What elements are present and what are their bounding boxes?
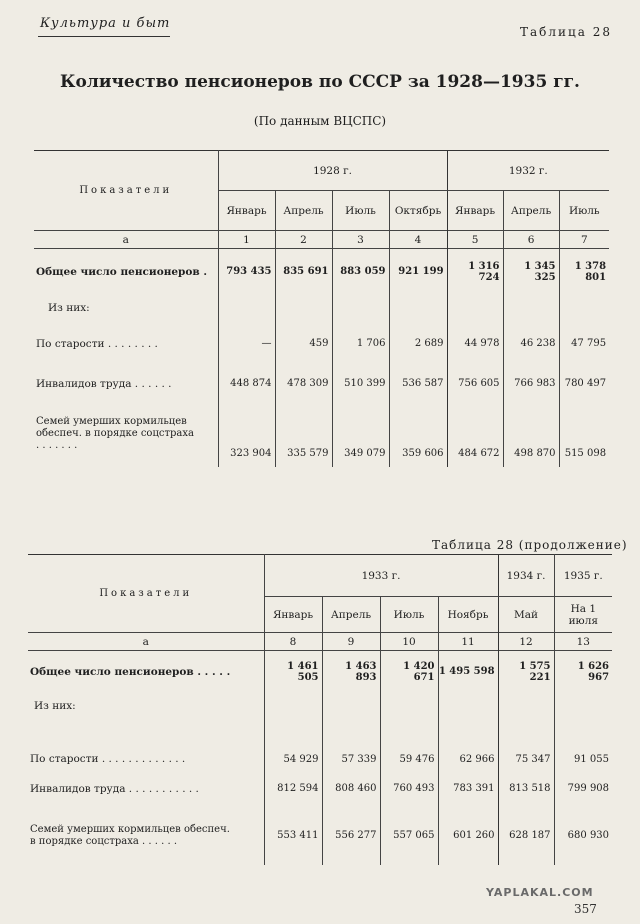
table-continuation-caption: Таблица 28 (продолжение) — [432, 538, 628, 552]
column-number: 2 — [275, 231, 332, 249]
group-header-1933: 1933 г. — [264, 555, 498, 597]
cell-value: 921 199 — [389, 249, 447, 295]
cell-value: 459 — [275, 321, 332, 367]
cell-value: 680 930 — [567, 830, 610, 841]
row-label: По старости . . . . . . . . — [34, 321, 218, 367]
month-header: Январь — [264, 597, 322, 633]
row-label: По старости . . . . . . . . . . . . . — [28, 719, 264, 771]
column-number: 5 — [447, 231, 503, 249]
column-number: 9 — [322, 633, 380, 651]
group-header-1928: 1928 г. — [218, 151, 447, 191]
row-label: Инвалидов труда . . . . . . — [34, 367, 218, 401]
month-header: Октябрь — [389, 191, 447, 231]
column-number: а — [34, 231, 218, 249]
cell-value: 46 238 — [503, 321, 559, 367]
cell-value: 57 339 — [322, 719, 380, 771]
cell-value: 1 495 598 — [438, 651, 498, 693]
cell-value: 601 260 — [438, 807, 498, 865]
cell-value: 484 672 — [447, 401, 503, 467]
month-header: Апрель — [322, 597, 380, 633]
row-label: Инвалидов труда . . . . . . . . . . . — [28, 771, 264, 807]
cell-value: 515 098 — [564, 447, 607, 459]
site-watermark: YAPLAKAL.COM — [486, 886, 594, 899]
table-row — [34, 321, 609, 367]
row-label: Из них: — [34, 295, 218, 321]
column-number: 7 — [580, 233, 588, 246]
cell-value: 62 966 — [438, 719, 498, 771]
cell-value: 2 689 — [389, 321, 447, 367]
cell-value: 510 399 — [332, 367, 389, 401]
row-label: Семей умерших кормильцев обеспеч. в порядке соцстраха . . . . . . . — [34, 401, 218, 467]
table-row — [34, 295, 609, 321]
table-row — [34, 249, 609, 295]
cell-value: 780 497 — [564, 378, 607, 389]
group-header-1935: 1935 г. — [554, 555, 612, 597]
cell-value: 359 606 — [389, 401, 447, 467]
cell-value: 478 309 — [275, 367, 332, 401]
column-number: 10 — [380, 633, 438, 651]
cell-value: 557 065 — [380, 807, 438, 865]
cell-value: 536 587 — [389, 367, 447, 401]
cell-value: 498 870 — [503, 401, 559, 467]
cell-value: 1 626 967 — [577, 660, 610, 683]
cell-value: 1 461 505 — [264, 651, 322, 693]
table-1928-1932 — [34, 150, 609, 467]
table-label: Таблица 28 — [520, 25, 612, 39]
cell-value: 812 594 — [264, 771, 322, 807]
page-title: Количество пенсионеров по СССР за 1928—1935 гг. — [60, 72, 580, 92]
month-header: Апрель — [503, 191, 559, 231]
cell-value: 1 420 671 — [380, 651, 438, 693]
row-label: Общее число пенсионеров . . . . . — [28, 651, 264, 693]
section-title: Культура и быт — [40, 16, 171, 31]
month-header: Июль — [332, 191, 389, 231]
page-subtitle: (По данным ВЦСПС) — [253, 114, 387, 128]
cell-value: 793 435 — [218, 249, 275, 295]
section-underline — [38, 36, 170, 37]
cell-value: 835 691 — [275, 249, 332, 295]
cell-value: 628 187 — [498, 807, 554, 865]
cell-value: 756 605 — [447, 367, 503, 401]
group-header-1934: 1934 г. — [498, 555, 554, 597]
cell-value: 1 316 724 — [447, 249, 503, 295]
cell-value: 1 575 221 — [498, 651, 554, 693]
column-number: 8 — [264, 633, 322, 651]
row-label: Общее число пенсионеров . — [34, 249, 218, 295]
cell-value: 75 347 — [498, 719, 554, 771]
indicator-header: Показатели — [28, 555, 264, 633]
table-row — [28, 771, 612, 807]
cell-value: 47 795 — [571, 338, 607, 349]
cell-value: 59 476 — [380, 719, 438, 771]
row-label: Семей умерших кормильцев обеспеч. в порядке соцстраха . . . . . . — [28, 807, 264, 865]
cell-value: 1 706 — [332, 321, 389, 367]
cell-value: 1 345 325 — [503, 249, 559, 295]
cell-value: 553 411 — [264, 807, 322, 865]
month-header: Июль — [568, 204, 600, 217]
cell-value: 760 493 — [380, 771, 438, 807]
column-number: 3 — [332, 231, 389, 249]
month-header: Январь — [447, 191, 503, 231]
cell-value: 799 908 — [567, 783, 610, 794]
cell-value: 1 378 801 — [574, 260, 607, 283]
row-label: Из них: — [28, 693, 264, 719]
column-number: 1 — [218, 231, 275, 249]
month-header: Июль — [380, 597, 438, 633]
table-row — [34, 367, 609, 401]
cell-value: 335 579 — [275, 401, 332, 467]
column-number: а — [28, 633, 264, 651]
page-number: 357 — [574, 902, 597, 916]
month-header: Ноябрь — [438, 597, 498, 633]
column-number: 13 — [576, 635, 590, 648]
cell-value: 766 983 — [503, 367, 559, 401]
month-header: Май — [498, 597, 554, 633]
month-header: На 1 июля — [568, 602, 598, 627]
column-number: 12 — [498, 633, 554, 651]
cell-value: 813 518 — [498, 771, 554, 807]
cell-value: 349 079 — [332, 401, 389, 467]
cell-value: 54 929 — [264, 719, 322, 771]
cell-value: 808 460 — [322, 771, 380, 807]
cell-value: 323 904 — [218, 401, 275, 467]
cell-value: 783 391 — [438, 771, 498, 807]
table-1933-1935 — [28, 554, 612, 865]
table-row — [34, 401, 609, 467]
table-row — [28, 693, 612, 719]
column-number: 4 — [389, 231, 447, 249]
month-header: Январь — [218, 191, 275, 231]
column-number: 6 — [503, 231, 559, 249]
cell-value: 556 277 — [322, 807, 380, 865]
table-row — [28, 719, 612, 771]
cell-value: — — [218, 321, 275, 367]
cell-value: 448 874 — [218, 367, 275, 401]
cell-value: 44 978 — [447, 321, 503, 367]
table-row — [28, 651, 612, 693]
cell-value: 91 055 — [574, 753, 610, 765]
cell-value: 883 059 — [332, 249, 389, 295]
column-number: 11 — [438, 633, 498, 651]
indicator-header: Показатели — [34, 151, 218, 231]
cell-value: 1 463 893 — [322, 651, 380, 693]
table-row — [28, 807, 612, 865]
month-header: Апрель — [275, 191, 332, 231]
group-header-1932: 1932 г. — [447, 151, 609, 191]
